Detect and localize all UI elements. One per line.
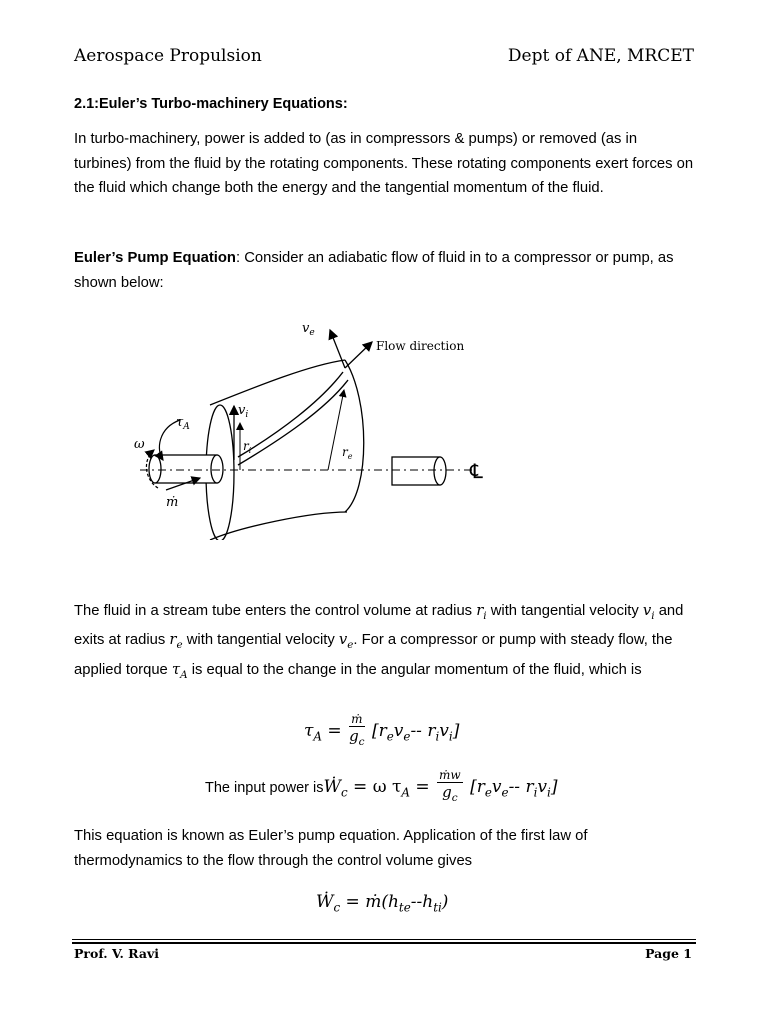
outlet-shaft [392,457,440,485]
header-course-title: Aerospace Propulsion [74,46,262,66]
flow-direction-label: Flow direction [376,339,465,353]
ve-label: $v_e$ [302,321,315,338]
tau-label: $\tau_A$ [176,415,190,432]
power-bracket: [$r_ev_e--$ $r_iv_i$] [470,777,558,800]
stream-tube-paragraph: The fluid in a stream tube enters the control volume at radius $r_i$ with tangential velocity $v_i$ and exits at radius $r_e$ with tangential velocity $v_e$. For a compressor or pump with steady flow, the applied torque $\tau_A$ is equal to the change in the angular momentum of the fluid, which is [74,602,684,681]
re-label: $r_e$ [342,445,353,461]
section-title: 2.1:Euler’s Turbo-machinery Equations: [74,96,348,112]
conclusion-paragraph: This equation is known as Euler’s pump equation. Application of the first law of thermodynamics to the flow through the control volume gives [74,828,588,869]
momentum-bracket: [$r_ev_e--$ $r_iv_i$] [371,721,460,744]
ri-symbol: $r_i$ [476,602,487,622]
ri-label: $r_i$ [243,439,252,455]
torque-fraction: $\frac{\text{ṁ}}{g_c}$ [349,712,365,748]
footer-rule-thin [72,939,696,940]
footer-rule-thick [72,942,696,944]
flow-direction-arrow [345,342,372,368]
power-fraction: $\frac{\text{ṁw}}{g_c}$ [439,768,461,804]
tau-symbol: $\tau_A$ [171,660,188,681]
inlet-shaft-cap [149,455,161,483]
header-department: Dept of ANE, MRCET [507,46,694,66]
vi-label: $v_i$ [238,403,249,420]
re-symbol: $r_e$ [169,631,183,652]
outlet-shaft-end [434,457,446,485]
ve-symbol: $v_e$ [338,631,354,652]
vi-symbol: $v_i$ [642,602,655,622]
power-equation: The input power isẆ$_c$ = ω $\tau_A$ = $\frac{\text{ṁw}}{g_c}$ [$r_ev_e--$ $r_iv_i$] [205,768,557,807]
torque-equation: $\tau_A$ = $\frac{\text{ṁ}}{g_c}$ [$r_ev_e--$ $r_iv_i$] [304,712,459,751]
first-law-equation: Ẇ$_c$ = $ṁ(h_{te}--h_{ti})$ [316,892,449,915]
omega-label: ω [134,437,145,452]
outlet-face [345,360,364,512]
pump-diagram [130,310,500,540]
stream-tube-outer [238,372,343,457]
intro-paragraph: In turbo-machinery, power is added to (as in compressors & pumps) or removed (as in turbines) from the fluid by the rotating components. These rotating components exert forces on the fluid which change both the energy and the tangential momentum of the fluid. [74,131,694,196]
pump-equation-intro [74,246,698,295]
footer-page-number: Page 1 [645,946,692,961]
inlet-shaft [155,455,217,483]
pump-equation-label: Euler’s Pump Equation [74,250,236,266]
footer-author: Prof. V. Ravi [74,946,159,961]
cone-top-edge [210,360,345,405]
inlet-shaft-end [211,455,223,483]
centerline-label: ℄ [470,459,483,483]
mdot-label: ṁ [166,495,179,510]
pump-equation-intro-text: : Consider an adiabatic flow of fluid in to a compressor or pump, as shown below: [74,250,674,291]
